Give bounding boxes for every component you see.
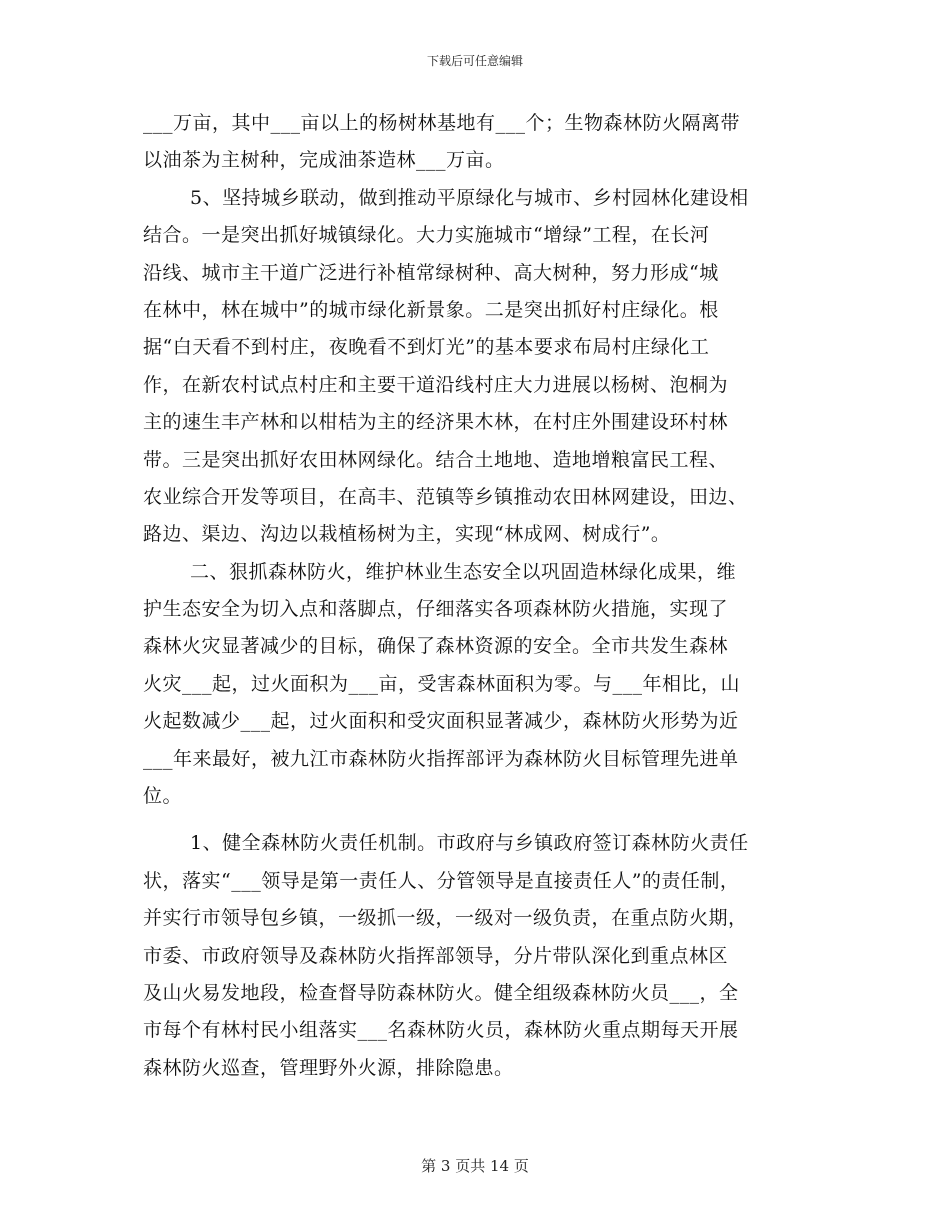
text-line: 主的速生丰产林和以柑桔为主的经济果木林，在村庄外围建设环村林: [143, 411, 729, 434]
paragraph-gap: [143, 815, 815, 825]
text-line: 以油茶为主树种，完成油茶造林___万亩。: [143, 149, 505, 172]
text-line: 结合。一是突出抓好城镇绿化。大力实施城市“增绿”工程，在长河: [143, 224, 710, 247]
page-footer: 第 3 页共 14 页: [421, 1157, 529, 1175]
text-line: 状，落实“___领导是第一责任人、分管领导是直接责任人”的责任制，: [143, 869, 740, 892]
text-line: 农业综合开发等项目，在高丰、范镇等乡镇推动农田林网建设，田边、: [143, 485, 748, 508]
text-line: 5、坚持城乡联动，做到推动平原绿化与城市、乡村园林化建设相: [190, 186, 749, 209]
text-line: 带。三是突出抓好农田林网绿化。结合土地地、造地增粮富民工程、: [143, 448, 729, 471]
text-line: 并实行市领导包乡镇，一级抓一级，一级对一级负责，在重点防火期，: [143, 907, 748, 930]
document-body: [143, 105, 815, 1087]
text-line: 在林中，林在城中”的城市绿化新景象。二是突出抓好村庄绿化。根: [143, 298, 719, 321]
text-line: 火起数减少___起，过火面积和受灾面积显著减少，森林防火形势为近: [143, 710, 739, 733]
text-line: 森林火灾显著减少的目标，确保了森林资源的安全。全市共发生森林: [143, 635, 729, 658]
text-line: 二、狠抓森林防火，维护林业生态安全以巩固造林绿化成果，维: [190, 560, 737, 583]
text-line: ___万亩，其中___亩以上的杨树林基地有___个；生物森林防火隔离带: [143, 112, 741, 134]
text-line: 护生态安全为切入点和落脚点，仔细落实各项森林防火措施，实现了: [143, 598, 729, 621]
text-line: 及山火易发地段，检查督导防森林防火。健全组级森林防火员___，全: [143, 981, 739, 1004]
text-line: 市每个有林村民小组落实___名森林防火员，森林防火重点期每天开展: [143, 1019, 739, 1042]
text-line: 位。: [143, 785, 183, 808]
text-line: 1、健全森林防火责任机制。市政府与乡镇政府签订森林防火责任: [190, 832, 749, 855]
text-line: 市委、市政府领导及森林防火指挥部领导，分片带队深化到重点林区: [143, 944, 729, 967]
page-header: 下载后可任意编辑: [426, 54, 523, 68]
text-line: 路边、渠边、沟边以栽植杨树为主，实现“林成网、树成行”。: [143, 523, 671, 546]
text-line: 火灾___起，过火面积为___亩，受害森林面积为零。与___年相比，山: [143, 672, 741, 695]
text-line: 据“白天看不到村庄，夜晚看不到灯光”的基本要求布局村庄绿化工: [143, 336, 710, 359]
text-line: 沿线、城市主干道广泛进行补植常绿树种、高大树种，努力形成“城: [143, 261, 719, 284]
text-line: ___年来最好，被九江市森林防火指挥部评为森林防火目标管理先进单: [143, 747, 739, 770]
text-line: 森林防火巡查，管理野外火源，排除隐患。: [143, 1056, 514, 1079]
text-line: 作，在新农村试点村庄和主要干道沿线村庄大力进展以杨树、泡桐为: [143, 373, 729, 396]
